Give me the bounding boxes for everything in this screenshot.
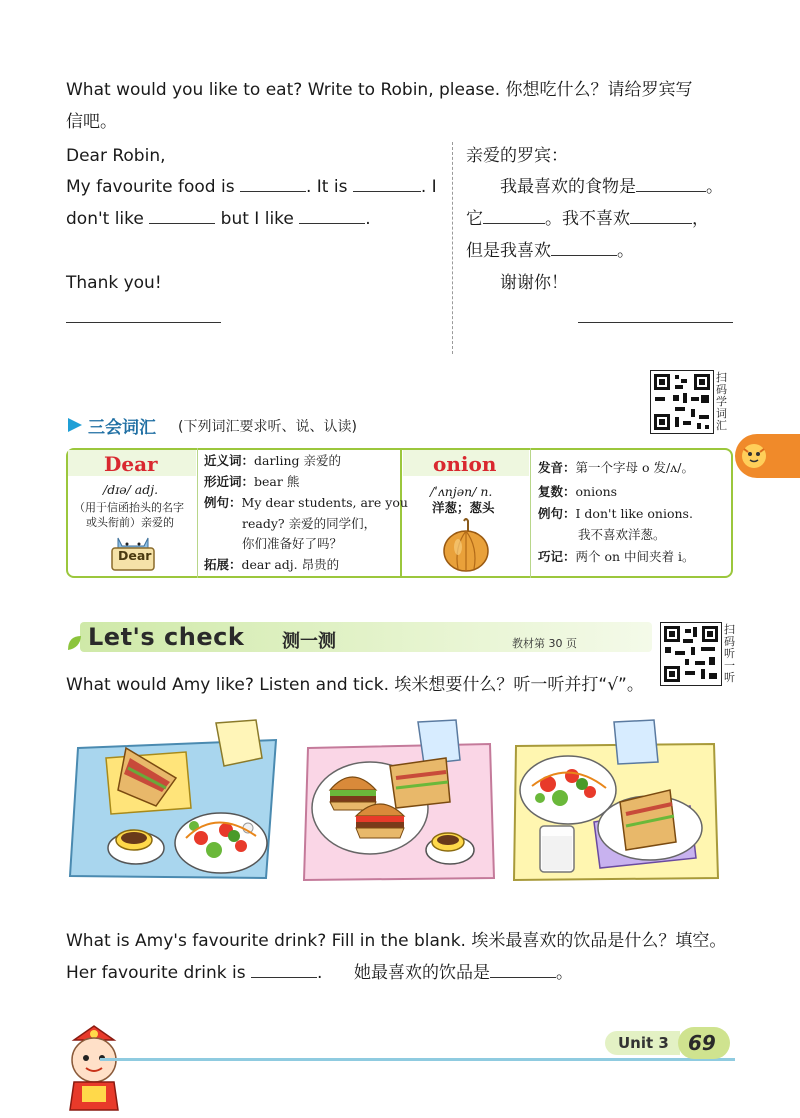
answer-en-b: .: [317, 963, 323, 983]
blank-like[interactable]: [299, 209, 365, 224]
check-textbook-ref: 教材第 30 页: [512, 637, 577, 650]
blank-cn-food[interactable]: [636, 177, 706, 192]
letter-line1-b: . It is: [305, 177, 348, 197]
onion-ex-label: 例句：: [538, 506, 576, 521]
onion-plural-text: onions: [575, 484, 618, 499]
letter-line2-c: .: [365, 209, 371, 229]
qr-listen-caption: 扫码听一听: [724, 623, 735, 684]
letter-line1: [66, 177, 437, 197]
blank-cn-dislike[interactable]: [630, 209, 692, 224]
letter-cn-line2-c: ，: [692, 209, 709, 229]
check-answer-en: [66, 963, 322, 983]
dear-ext-label: 拓展：: [204, 557, 242, 572]
letter-cn-line1-a: 我最喜欢的食物是: [500, 177, 636, 197]
letter-cn-line3-b: 。: [617, 241, 634, 261]
letter-cn-thanks: 谢谢你！: [500, 273, 568, 293]
check-title: Let's check: [88, 623, 245, 651]
onion-plural: [538, 484, 617, 500]
letter-cn-greeting: 亲爱的罗宾：: [466, 146, 568, 166]
onion-word: onion: [433, 452, 497, 476]
signature-line-en[interactable]: [66, 322, 221, 323]
letter-cn-line2-a: 它: [466, 209, 483, 229]
option-2-image[interactable]: [300, 718, 500, 888]
onion-ex2: 我不喜欢洋葱。: [578, 527, 666, 542]
dear-sim-label: 形近词：: [204, 474, 255, 489]
answer-cn-a: 她最喜欢的饮品是: [354, 963, 490, 983]
mascot-illustration: [52, 1022, 136, 1114]
dear-ex1: My dear students, are you: [241, 495, 408, 510]
blank-cn-drink[interactable]: [490, 963, 556, 978]
vocab-title: 三会词汇: [88, 418, 156, 438]
answer-en-a: Her favourite drink is: [66, 963, 246, 983]
qr-code-listen[interactable]: [660, 622, 722, 686]
letter-cn-line3: [466, 241, 634, 261]
onion-pron-label: 发音：: [538, 460, 576, 475]
qr-code-vocab[interactable]: [650, 370, 714, 434]
letter-line2-a: don't like: [66, 209, 144, 229]
blank-cn-it[interactable]: [483, 209, 545, 224]
option-1-image[interactable]: [66, 718, 286, 888]
letter-cn-line2-b: 。我不喜欢: [545, 209, 630, 229]
blank-favourite-food[interactable]: [240, 177, 306, 192]
qr-pattern-icon: [661, 623, 721, 685]
meal-salad-milk-sandwich: [510, 718, 722, 888]
blank-favourite-drink[interactable]: [251, 963, 317, 978]
blank-cn-like[interactable]: [551, 241, 617, 256]
qr-vocab-caption: 扫码学词汇: [716, 371, 727, 432]
tiger-face-icon: [739, 441, 769, 471]
letter-thanks: Thank you!: [66, 273, 162, 293]
dear-gloss2: 或头衔前）亲爱的: [86, 516, 174, 529]
footer-line: [100, 1058, 735, 1061]
option-3-image[interactable]: [510, 718, 722, 888]
letter-line1-c: . I: [420, 177, 437, 197]
dear-syn-text: darling 亲爱的: [254, 453, 341, 468]
letter-cn-line2: [466, 209, 709, 229]
dear-gloss1: （用于信函抬头的名字: [74, 501, 184, 514]
letter-cn-line1: [500, 177, 723, 197]
check-question-1: What would Amy like? Listen and tick. 埃米想要什么？听一听并打“√”。: [66, 675, 644, 695]
writing-prompt-line2: 信吧。: [66, 112, 117, 132]
dear-example: [204, 495, 408, 511]
meal-burgers-coffee-sandwich: [300, 718, 500, 888]
vocab-sep-2: [400, 448, 402, 578]
onion-tip-text: 两个 on 中间夹着 i。: [575, 549, 695, 564]
dear-ex-label: 例句：: [204, 495, 242, 510]
dear-synonym: [204, 453, 341, 469]
vocab-sep-3: [530, 448, 531, 578]
check-answer-cn: [354, 963, 573, 983]
footer-unit: Unit 3: [618, 1034, 669, 1052]
letter-line1-a: My favourite food is: [66, 177, 235, 197]
check-leaf-icon: [66, 634, 82, 652]
onion-phonetic: /ˈʌnjən/ n.: [430, 484, 493, 499]
onion-icon: [440, 517, 492, 575]
page-number: 69: [688, 1031, 716, 1055]
letter-cn-line1-b: 。: [706, 177, 723, 197]
onion-ex1: I don't like onions.: [575, 506, 693, 521]
vocab-note: (下列词汇要求听、说、认读): [178, 419, 357, 435]
writing-prompt-line1: What would you like to eat? Write to Robin, please. 你想吃什么？请给罗宾写: [66, 80, 693, 100]
dear-ext-text: dear adj. 昂贵的: [241, 557, 340, 572]
letter-line2-b: but I like: [220, 209, 294, 229]
dear-syn-label: 近义词：: [204, 453, 255, 468]
letter-line2: [66, 209, 371, 229]
vocab-arrow-icon: [68, 418, 82, 432]
signature-line-cn[interactable]: [578, 322, 733, 323]
onion-example: [538, 506, 693, 522]
onion-meaning: 洋葱；葱头: [432, 500, 495, 515]
letter-cn-line3-a: 但是我喜欢: [466, 241, 551, 261]
blank-dont-like[interactable]: [149, 209, 215, 224]
dear-ex3: 你们准备好了吗？: [242, 536, 343, 551]
answer-cn-b: 。: [556, 963, 573, 983]
mascot-icon: [52, 1022, 136, 1114]
onion-pron-text: 第一个字母 o 发/ʌ/。: [575, 460, 694, 475]
onion-tip-label: 巧记：: [538, 549, 576, 564]
dear-similar: [204, 474, 299, 490]
dear-phonetic: /dɪə/ adj.: [103, 482, 159, 497]
dear-ex2: ready? 亲爱的同学们，: [242, 516, 377, 531]
letter-greeting: Dear Robin,: [66, 146, 166, 166]
check-question-2: What is Amy's favourite drink? Fill in the blank. 埃米最喜欢的饮品是什么？填空。: [66, 931, 727, 951]
qr-pattern-icon: [651, 371, 713, 433]
divider-dashed: [452, 142, 453, 354]
side-tab[interactable]: [735, 434, 800, 478]
dear-sign-text: Dear: [118, 548, 152, 563]
check-title-cn: 测一测: [282, 631, 336, 652]
onion-tip: [538, 549, 695, 565]
meal-sandwich-coffee-salad: [66, 718, 286, 888]
dear-word: Dear: [104, 452, 158, 476]
dear-extension: [204, 557, 339, 573]
onion-pronunciation: [538, 460, 694, 476]
onion-plural-label: 复数：: [538, 484, 576, 499]
blank-it-is[interactable]: [353, 177, 421, 192]
dear-sim-text: bear 熊: [254, 474, 300, 489]
vocab-sep-1: [197, 448, 198, 578]
onion-illustration: [440, 517, 492, 575]
